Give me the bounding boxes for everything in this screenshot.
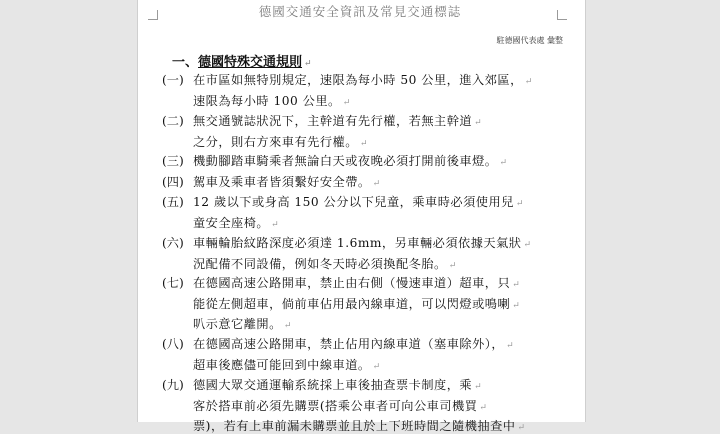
rule-item-line bbox=[193, 173, 381, 190]
rule-item-text: 車輛輪胎紋路深度必須達 1.6mm，另車輛必須依據天氣狀 bbox=[193, 236, 522, 250]
rule-item-line bbox=[193, 133, 368, 150]
rule-item-line bbox=[193, 356, 381, 373]
page-edge-right bbox=[585, 0, 586, 422]
rule-item-text: 在德國高速公路開車，禁止佔用內線車道（塞車除外）， bbox=[193, 337, 505, 351]
paragraph-mark-icon: ↵ bbox=[304, 59, 312, 69]
rule-item-text: 叭示意它離開。 bbox=[193, 317, 282, 331]
rule-item-line bbox=[193, 112, 482, 129]
paragraph-mark-icon: ↵ bbox=[359, 138, 368, 149]
rule-item-number: (六) bbox=[162, 236, 184, 250]
paragraph-mark-icon: ↵ bbox=[506, 341, 515, 351]
rule-item-line bbox=[193, 71, 533, 88]
rule-item-text: 在市區如無特別規定，速限為每小時 50 公里，進入郊區， bbox=[193, 73, 523, 87]
page-edge-left bbox=[137, 0, 138, 422]
paragraph-mark-icon: ↵ bbox=[499, 158, 508, 168]
rule-item-number: (一) bbox=[162, 73, 184, 87]
rule-item-number: (四) bbox=[162, 175, 184, 189]
section-heading bbox=[172, 51, 312, 70]
rule-item-text: 之分，則右方來車有先行權。 bbox=[193, 134, 358, 149]
rule-item-text: 機動腳踏車騎乘者無論白天或夜晚必須打開前後車燈。 bbox=[193, 154, 498, 168]
paragraph-mark-icon: ↵ bbox=[283, 321, 292, 331]
rule-item-line bbox=[193, 295, 520, 312]
rule-item-text: 客於搭車前必須先購票(搭乘公車者可向公車司機買 bbox=[193, 398, 478, 413]
paragraph-mark-icon: ↵ bbox=[512, 280, 521, 290]
rule-item-line bbox=[193, 274, 520, 291]
author-note: 駐德國代表處 彙整 bbox=[496, 36, 563, 45]
paragraph-mark-icon: ↵ bbox=[524, 77, 533, 87]
rule-item-text: 無交通號誌狀況下，主幹道有先行權，若無主幹道 bbox=[193, 114, 473, 128]
section-heading-number: 一、 bbox=[172, 55, 199, 70]
paragraph-mark-icon: ↵ bbox=[523, 240, 532, 250]
rule-item-line bbox=[193, 152, 508, 169]
paragraph-mark-icon: ↵ bbox=[372, 179, 381, 189]
paragraph-mark-icon: ↵ bbox=[512, 300, 521, 311]
rule-item-line bbox=[193, 417, 526, 434]
paragraph-mark-icon: ↵ bbox=[479, 402, 488, 413]
rule-item-line bbox=[193, 376, 482, 393]
rule-item-text: 能從左側超車，倘前車佔用最內線車道，可以閃燈或鳴喇 bbox=[193, 296, 511, 311]
rule-item-text: 況配備不同設備，例如冬天時必須換配冬胎。 bbox=[193, 256, 447, 271]
rule-item-number: (二) bbox=[162, 114, 184, 128]
rule-item-line bbox=[193, 234, 532, 251]
rule-item-text: 超車後應儘可能回到中線車道。 bbox=[193, 357, 371, 372]
paragraph-mark-icon: ↵ bbox=[474, 382, 483, 392]
rule-item-line bbox=[193, 214, 279, 231]
rule-item-number: (八) bbox=[162, 337, 184, 351]
rule-item-line bbox=[193, 193, 524, 210]
rule-item-line bbox=[193, 255, 457, 272]
rule-item-text: 速限為每小時 100 公里。 bbox=[193, 93, 341, 108]
rule-item-text: 德國大眾交通運輸系統採上車後抽查票卡制度，乘 bbox=[193, 378, 473, 392]
paragraph-mark-icon: ↵ bbox=[372, 361, 381, 372]
rule-item-text: 童安全座椅。 bbox=[193, 215, 270, 230]
paragraph-mark-icon: ↵ bbox=[342, 97, 351, 108]
paragraph-mark-icon: ↵ bbox=[517, 423, 526, 433]
rule-item-number: (五) bbox=[162, 195, 184, 209]
rule-item-number: (九) bbox=[162, 378, 184, 392]
paragraph-mark-icon: ↵ bbox=[271, 219, 280, 230]
paragraph-mark-icon: ↵ bbox=[515, 199, 524, 209]
rule-item-text: 駕車及乘車者皆須繫好安全帶。 bbox=[193, 175, 371, 189]
rule-item-line bbox=[193, 397, 487, 414]
rule-item-number: (七) bbox=[162, 276, 184, 290]
rule-item-number: (三) bbox=[162, 154, 184, 168]
rule-item-text: 12 歲以下或身高 150 公分以下兒童，乘車時必須使用兒 bbox=[193, 195, 514, 209]
page-header-title: 德國交通安全資訊及常見交通標誌 bbox=[258, 4, 462, 19]
rule-item-text: 在德國高速公路開車，禁止由右側（慢速車道）超車，只 bbox=[193, 276, 511, 290]
rule-item-line bbox=[193, 335, 514, 352]
rule-item-text: 票)，若有上車前漏未購票並且於上下班時間之隨機抽查中 bbox=[193, 419, 516, 433]
section-heading-title: 德國特殊交通規則 bbox=[198, 55, 303, 70]
rule-item-line bbox=[193, 92, 351, 109]
paragraph-mark-icon: ↵ bbox=[474, 118, 483, 128]
paragraph-mark-icon: ↵ bbox=[448, 260, 457, 271]
rule-item-line bbox=[193, 315, 292, 332]
